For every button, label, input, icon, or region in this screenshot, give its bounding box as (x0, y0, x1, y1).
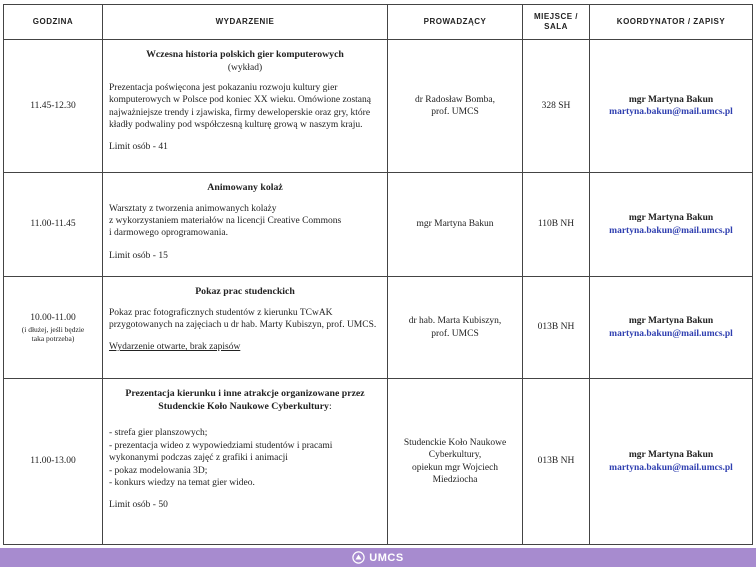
host-line: opiekun mgr Wojciech (411, 462, 499, 473)
feature-item: - konkurs wiedzy na temat gier wideo. (109, 477, 255, 488)
header-place (523, 5, 590, 40)
time-range: 10.00-11.00 (30, 313, 76, 324)
header-event: WYDARZENIE (103, 5, 388, 40)
description-line: i darmowego oprogramowania. (109, 228, 228, 239)
row-coordinator (590, 379, 753, 545)
event-description: Prezentacja poświęcona jest pokazaniu rozwoju kultury gier komputerowych w Polsce pod koniec XX wieku. Omówione zostaną najważniejsze trendy i zjawiska, firmy deweloperskie oraz gry, które kładły podwaliny pod współczesną kulturę grową w naszym kraju. (109, 83, 371, 131)
feature-item: - pokaz modelowania 3D; (109, 465, 208, 476)
row-coordinator (590, 40, 753, 173)
coordinator-name: mgr Martyna Bakun (628, 316, 714, 327)
host-line: dr Radosław Bomba, (415, 94, 495, 105)
host-line: Cyberkultury, (428, 450, 482, 461)
row-host: mgr Martyna Bakun (388, 173, 523, 277)
event-open-note: Wydarzenie otwarte, brak zapisów (109, 342, 241, 353)
schedule-table (3, 4, 753, 545)
row-event (103, 277, 388, 379)
row-time: 11.00-13.00 (4, 379, 103, 545)
features-list (109, 427, 381, 489)
event-title-suffix: : (328, 400, 332, 412)
host-line: prof. UMCS (431, 107, 479, 117)
time-note (5, 325, 101, 343)
row-event (103, 379, 388, 545)
header-time: GODZINA (4, 5, 103, 40)
row-coordinator (590, 277, 753, 379)
umcs-emblem-icon (352, 551, 365, 564)
event-title: Pokaz prac studenckich (195, 286, 295, 297)
event-title: Wczesna historia polskich gier komputerowych (146, 49, 344, 60)
header-place-line2: SALA (544, 22, 568, 31)
host-line: Miedziocha (432, 474, 478, 485)
event-subtitle: (wykład) (227, 62, 263, 73)
row-place: 013B NH (523, 379, 590, 545)
time-note-line: (i dłużej, jeśli będzie (21, 324, 85, 334)
coordinator-email-link[interactable]: martyna.bakun@mail.umcs.pl (609, 462, 733, 473)
row-time (4, 277, 103, 379)
row-place: 110B NH (523, 173, 590, 277)
coordinator-email-link[interactable]: martyna.bakun@mail.umcs.pl (609, 328, 733, 339)
event-title-text: Prezentacja kierunku i inne atrakcje organizowane przez Studenckie Koło Naukowe Cyberkultury (125, 388, 365, 412)
header-coordinator: KOORDYNATOR / ZAPISY (590, 5, 753, 40)
footer-bar (0, 548, 756, 567)
feature-item: - strefa gier planszowych; (109, 428, 208, 439)
footer-logo (352, 551, 403, 564)
row-place: 013B NH (523, 277, 590, 379)
table-row (4, 379, 753, 545)
coordinator-name: mgr Martyna Bakun (628, 213, 714, 224)
coordinator-name: mgr Martyna Bakun (628, 94, 714, 105)
event-limit: Limit osób - 41 (109, 142, 168, 153)
row-place: 328 SH (523, 40, 590, 173)
row-event (103, 173, 388, 277)
row-time: 11.00-11.45 (4, 173, 103, 277)
event-description: Pokaz prac fotograficznych studentów z kierunku TCwAK przygotowanych na zajęciach u dr hab. Marty Kubiszyn, prof. UMCS. (109, 307, 377, 331)
host-line: dr hab. Marta Kubiszyn, (408, 316, 502, 327)
table-row (4, 277, 753, 379)
description-line: Warsztaty z tworzenia animowanych kolaży (109, 203, 277, 214)
table-row (4, 40, 753, 173)
description-line: z wykorzystaniem materiałów na licencji Creative Commons (109, 216, 342, 227)
host-line: prof. UMCS (431, 328, 479, 339)
event-title (109, 388, 381, 413)
coordinator-name: mgr Martyna Bakun (628, 450, 714, 461)
header-place-line1: MIEJSCE / (533, 11, 579, 21)
footer-logo-text: UMCS (369, 551, 404, 564)
row-host (388, 379, 523, 545)
event-limit: Limit osób - 15 (109, 250, 168, 261)
coordinator-email-link[interactable]: martyna.bakun@mail.umcs.pl (609, 107, 733, 117)
time-note-line: taka potrzeba) (31, 333, 75, 343)
event-description (109, 203, 381, 240)
event-limit: Limit osób - 50 (109, 500, 168, 511)
row-host (388, 40, 523, 173)
row-time: 11.45-12.30 (4, 40, 103, 173)
table-row (4, 173, 753, 277)
header-host: PROWADZĄCY (388, 5, 523, 40)
event-title: Animowany kolaż (207, 182, 283, 193)
header-row (4, 5, 753, 40)
feature-item: - prezentacja wideo z wypowiedziami studentów i pracami wykonanymi podczas zajęć z grafiki i animacji (109, 440, 333, 464)
row-coordinator (590, 173, 753, 277)
coordinator-email-link[interactable]: martyna.bakun@mail.umcs.pl (609, 225, 733, 236)
host-line: Studenckie Koło Naukowe (403, 437, 507, 448)
row-event (103, 40, 388, 173)
row-host (388, 277, 523, 379)
